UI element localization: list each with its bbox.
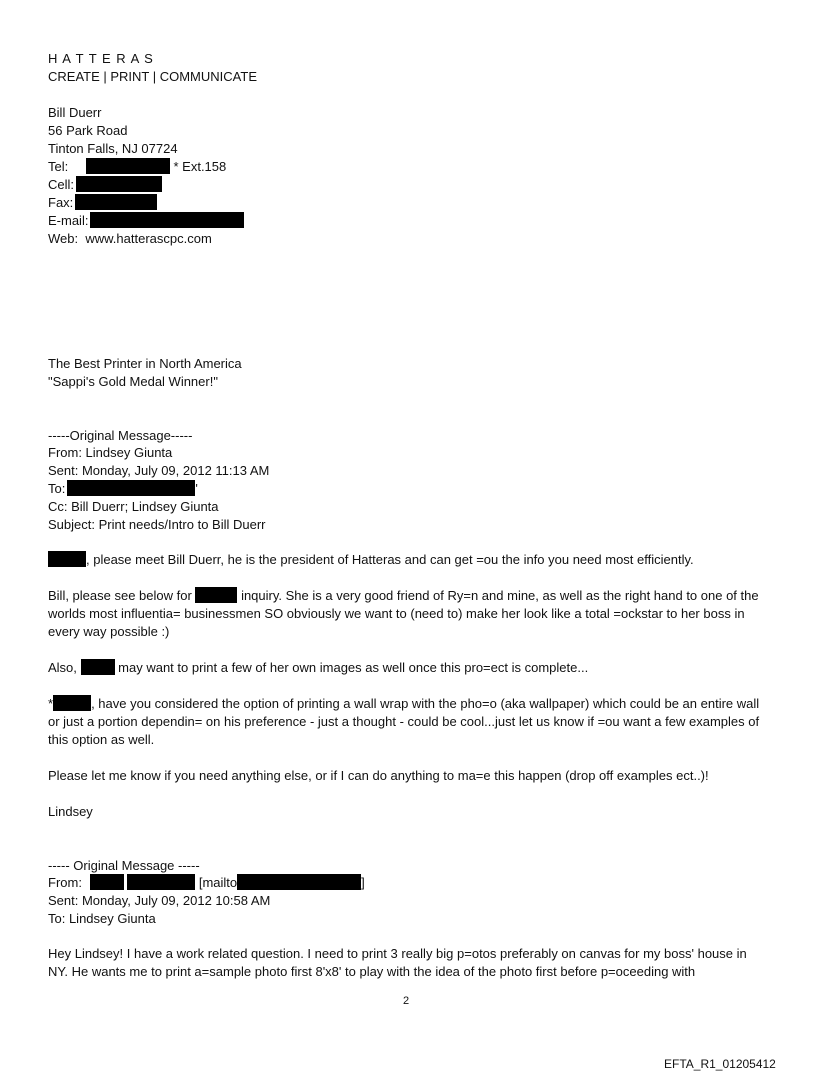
redaction-block [90, 212, 244, 228]
email-label: E-mail: [48, 213, 89, 228]
cell-line [48, 176, 162, 194]
tel-extension: * Ext.158 [173, 159, 227, 174]
web-label: Web: [48, 231, 79, 246]
body-paragraph-1: , please meet Bill Duerr, he is the president of Hatteras and can get =ou the info you need most efficiently. [48, 551, 694, 569]
cell-label: Cell: [48, 177, 75, 192]
message-from: From: Lindsey Giunta [48, 445, 173, 460]
web-link[interactable]: www.hatterascpc.com [85, 231, 212, 246]
redaction-block [67, 480, 198, 496]
body-paragraph-5: Please let me know if you need anything else, or if I can do anything to ma=e this happen (drop off examples ect..)! [48, 768, 709, 783]
message-sent-2: Sent: Monday, July 09, 2012 10:58 AM [48, 893, 271, 908]
to-label: To: [48, 481, 66, 496]
redaction-block [86, 158, 170, 174]
web-line [48, 230, 212, 248]
address-line-1: 56 Park Road [48, 123, 128, 138]
redaction-block [48, 551, 86, 567]
slogan-line-2: "Sappi's Gold Medal Winner!" [48, 374, 218, 389]
body-paragraph-6: Hey Lindsey! I have a work related question. I need to print 3 really big p=otos preferably on canvas for my boss' house in NY. He wants me to print a=sample photo first 8'x8' to play with the idea of the photo first before p=oceeding with [48, 946, 747, 979]
tel-label: Tel: [48, 159, 69, 174]
redaction-block [237, 874, 361, 890]
fax-label: Fax: [48, 195, 74, 210]
message-cc: Cc: Bill Duerr; Lindsey Giunta [48, 499, 219, 514]
redaction-block [53, 695, 91, 711]
redaction-block [76, 176, 162, 192]
company-tagline: CREATE | PRINT | COMMUNICATE [48, 69, 257, 84]
message-from-2: From: [mailto ] [48, 875, 365, 890]
company-name: H A T T E R A S [48, 51, 154, 66]
message-subject: Subject: Print needs/Intro to Bill Duerr [48, 517, 266, 532]
original-message-header: -----Original Message----- [48, 428, 193, 443]
redaction-block [127, 874, 195, 890]
body-paragraph-3: Also, may want to print a few of her own images as well once this pro=ect is complete... [48, 660, 589, 675]
slogan-line-1: The Best Printer in North America [48, 356, 242, 371]
address-line-2: Tinton Falls, NJ 07724 [48, 141, 178, 156]
body-paragraph-2: Bill, please see below for inquiry. She is a very good friend of Ry=n and mine, as well as the right hand to one of the worlds most influentia= businessmen SO obviously we want to (need to) make her look like a total =ockstar to her boss in every way possible :) [48, 588, 759, 639]
original-message-header-2: ----- Original Message ----- [48, 858, 200, 873]
signoff: Lindsey [48, 804, 93, 819]
page-number: 2 [403, 995, 410, 1007]
redaction-block [195, 587, 237, 603]
fax-line [48, 194, 157, 212]
redaction-block [81, 659, 115, 675]
body-paragraph-4: * , have you considered the option of printing a wall wrap with the pho=o (aka wallpaper) which could be an entire wall or just a portion dependin= on his preference - just a thought - could be cool...just let us know if =ou want a few examples of this option as well. [48, 696, 760, 747]
message-sent: Sent: Monday, July 09, 2012 11:13 AM [48, 463, 270, 478]
tel-line [48, 158, 226, 176]
email-line [48, 212, 244, 230]
redaction-block [90, 874, 124, 890]
sender-name: Bill Duerr [48, 105, 102, 120]
document-id-footer: EFTA_R1_01205412 [664, 1057, 776, 1071]
message-to [48, 480, 198, 498]
redaction-block [75, 194, 157, 210]
message-to-2: To: Lindsey Giunta [48, 911, 156, 926]
to-tail: ' [195, 481, 198, 496]
